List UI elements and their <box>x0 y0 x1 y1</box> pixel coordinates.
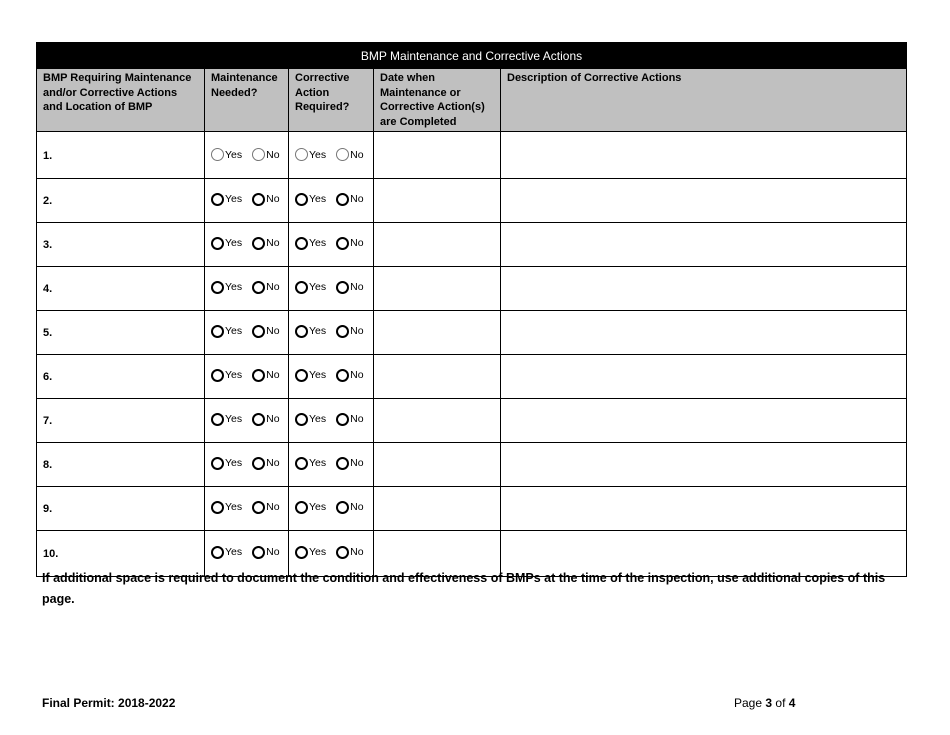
radio-circle-icon <box>252 237 265 250</box>
date-completed-cell[interactable] <box>374 311 501 355</box>
radio-no-label: No <box>350 546 364 558</box>
maintenance-needed-cell <box>205 487 289 531</box>
radio-yes-label: Yes <box>225 281 243 293</box>
header-corrective-action: Corrective Action Required? <box>289 69 374 132</box>
radio-circle-icon <box>336 413 349 426</box>
radio-circle-icon <box>336 281 349 294</box>
description-cell[interactable] <box>501 355 907 399</box>
description-cell[interactable] <box>501 267 907 311</box>
radio-circle-icon <box>252 325 265 338</box>
radio-no-label: No <box>266 457 280 469</box>
maintenance-needed-cell <box>205 223 289 267</box>
radio-yes[interactable] <box>295 325 326 338</box>
radio-no[interactable] <box>336 546 363 559</box>
radio-no-label: No <box>350 325 364 337</box>
maintenance-needed-cell <box>205 311 289 355</box>
radio-yes-label: Yes <box>309 457 327 469</box>
radio-yes[interactable] <box>211 237 242 250</box>
radio-no[interactable] <box>336 237 363 250</box>
radio-yes[interactable] <box>211 148 242 161</box>
radio-no[interactable] <box>252 413 279 426</box>
radio-yes-label: Yes <box>309 501 327 513</box>
table-row <box>37 487 907 531</box>
maintenance-needed-cell <box>205 443 289 487</box>
row-number: 2. <box>37 179 205 223</box>
radio-circle-icon <box>252 193 265 206</box>
table-row <box>37 223 907 267</box>
radio-no[interactable] <box>252 369 279 382</box>
radio-no-label: No <box>350 237 364 249</box>
radio-no-label: No <box>350 501 364 513</box>
radio-circle-icon <box>336 501 349 514</box>
radio-no-label: No <box>350 413 364 425</box>
radio-circle-icon <box>336 237 349 250</box>
radio-circle-icon <box>211 457 224 470</box>
table-row <box>37 267 907 311</box>
maintenance-needed-cell <box>205 179 289 223</box>
header-date-completed: Date when Maintenance or Corrective Action(s) are Completed <box>374 69 501 132</box>
radio-yes[interactable] <box>295 281 326 294</box>
radio-yes-label: Yes <box>225 148 243 161</box>
radio-no[interactable] <box>252 148 279 161</box>
table-row <box>37 399 907 443</box>
radio-circle-icon <box>211 193 224 206</box>
radio-yes-label: Yes <box>309 148 327 161</box>
radio-no[interactable] <box>252 457 279 470</box>
description-cell[interactable] <box>501 399 907 443</box>
footer-page-number <box>734 696 795 710</box>
radio-circle-icon <box>295 457 308 470</box>
radio-circle-icon <box>252 501 265 514</box>
radio-circle-icon <box>336 457 349 470</box>
radio-no[interactable] <box>336 413 363 426</box>
radio-no-label: No <box>266 369 280 381</box>
row-number: 8. <box>37 443 205 487</box>
radio-yes[interactable] <box>295 501 326 514</box>
table-row <box>37 179 907 223</box>
radio-yes[interactable] <box>295 148 326 161</box>
row-number: 3. <box>37 223 205 267</box>
radio-circle-icon <box>252 546 265 559</box>
radio-yes-label: Yes <box>309 369 327 381</box>
radio-no[interactable] <box>252 237 279 250</box>
radio-circle-icon <box>295 281 308 294</box>
radio-no-label: No <box>266 193 280 205</box>
radio-circle-icon <box>211 501 224 514</box>
row-number: 4. <box>37 267 205 311</box>
radio-no-label: No <box>266 546 280 558</box>
radio-yes-label: Yes <box>225 237 243 249</box>
maintenance-needed-cell <box>205 355 289 399</box>
radio-yes[interactable] <box>211 413 242 426</box>
radio-circle-icon <box>252 369 265 382</box>
row-number: 7. <box>37 399 205 443</box>
radio-no-label: No <box>350 193 364 205</box>
maintenance-needed-cell <box>205 399 289 443</box>
radio-circle-icon <box>295 369 308 382</box>
date-completed-cell[interactable] <box>374 443 501 487</box>
radio-circle-icon <box>252 413 265 426</box>
radio-circle-icon <box>211 369 224 382</box>
radio-circle-icon <box>295 148 308 161</box>
corrective-action-cell <box>289 179 374 223</box>
date-completed-cell[interactable] <box>374 179 501 223</box>
radio-circle-icon <box>336 546 349 559</box>
radio-yes-label: Yes <box>309 237 327 249</box>
header-bmp: BMP Requiring Maintenance and/or Corrective Actions and Location of BMP <box>37 69 205 132</box>
radio-yes[interactable] <box>211 546 242 559</box>
additional-space-note: If additional space is required to document the condition and effectiveness of BMPs at the time of the inspection, use additional copies of this page. <box>42 571 886 606</box>
description-cell[interactable] <box>501 223 907 267</box>
page-total: 4 <box>788 696 796 710</box>
radio-circle-icon <box>336 369 349 382</box>
radio-no[interactable] <box>252 281 279 294</box>
radio-circle-icon <box>211 281 224 294</box>
radio-no-label: No <box>350 148 364 161</box>
radio-yes[interactable] <box>211 501 242 514</box>
corrective-action-cell <box>289 132 374 179</box>
radio-circle-icon <box>336 193 349 206</box>
radio-circle-icon <box>295 413 308 426</box>
radio-no-label: No <box>266 413 280 425</box>
radio-no[interactable] <box>336 281 363 294</box>
radio-no[interactable] <box>252 193 279 206</box>
radio-no-label: No <box>266 501 280 513</box>
radio-yes[interactable] <box>295 237 326 250</box>
table-row <box>37 132 907 179</box>
radio-no[interactable] <box>336 501 363 514</box>
description-cell[interactable] <box>501 487 907 531</box>
radio-circle-icon <box>252 148 265 161</box>
radio-circle-icon <box>336 325 349 338</box>
header-maintenance-needed: Maintenance Needed? <box>205 69 289 132</box>
radio-no-label: No <box>350 457 364 469</box>
radio-yes[interactable] <box>211 193 242 206</box>
radio-circle-icon <box>295 237 308 250</box>
radio-no-label: No <box>350 281 364 293</box>
row-number: 5. <box>37 311 205 355</box>
radio-no[interactable] <box>252 325 279 338</box>
radio-yes[interactable] <box>211 325 242 338</box>
radio-no[interactable] <box>336 148 363 161</box>
table-title: BMP Maintenance and Corrective Actions <box>37 43 907 69</box>
bmp-maintenance-table <box>36 42 907 577</box>
radio-circle-icon <box>336 148 349 161</box>
date-completed-cell[interactable] <box>374 223 501 267</box>
radio-no-label: No <box>266 281 280 293</box>
footer-permit: Final Permit: 2018-2022 <box>42 696 176 710</box>
radio-yes-label: Yes <box>225 501 243 513</box>
row-number: 1. <box>37 132 205 179</box>
page-of: of <box>775 696 786 710</box>
radio-no-label: No <box>266 237 280 249</box>
radio-no-label: No <box>266 148 280 161</box>
radio-yes[interactable] <box>295 546 326 559</box>
radio-yes-label: Yes <box>225 369 243 381</box>
corrective-action-cell <box>289 443 374 487</box>
radio-yes[interactable] <box>211 369 242 382</box>
date-completed-cell[interactable] <box>374 132 501 179</box>
radio-circle-icon <box>211 413 224 426</box>
description-cell[interactable] <box>501 311 907 355</box>
radio-yes-label: Yes <box>309 325 327 337</box>
table-row <box>37 311 907 355</box>
radio-yes-label: Yes <box>309 413 327 425</box>
description-cell[interactable] <box>501 443 907 487</box>
radio-yes-label: Yes <box>309 281 327 293</box>
radio-yes[interactable] <box>295 369 326 382</box>
corrective-action-cell <box>289 355 374 399</box>
radio-no-label: No <box>266 325 280 337</box>
row-number: 10. <box>37 531 205 577</box>
radio-yes[interactable] <box>295 193 326 206</box>
header-description: Description of Corrective Actions <box>501 69 907 132</box>
radio-yes[interactable] <box>295 457 326 470</box>
radio-no[interactable] <box>252 501 279 514</box>
page-current: 3 <box>765 696 773 710</box>
table-row <box>37 443 907 487</box>
radio-circle-icon <box>211 546 224 559</box>
description-cell[interactable] <box>501 179 907 223</box>
radio-yes[interactable] <box>295 413 326 426</box>
radio-yes-label: Yes <box>309 546 327 558</box>
radio-yes-label: Yes <box>309 193 327 205</box>
radio-yes-label: Yes <box>225 457 243 469</box>
date-completed-cell[interactable] <box>374 267 501 311</box>
page-prefix: Page <box>734 696 763 710</box>
radio-yes-label: Yes <box>225 325 243 337</box>
radio-circle-icon <box>211 148 224 161</box>
corrective-action-cell <box>289 223 374 267</box>
radio-no[interactable] <box>336 457 363 470</box>
maintenance-needed-cell <box>205 267 289 311</box>
radio-no[interactable] <box>252 546 279 559</box>
row-number: 9. <box>37 487 205 531</box>
date-completed-cell[interactable] <box>374 487 501 531</box>
row-number: 6. <box>37 355 205 399</box>
radio-yes[interactable] <box>211 457 242 470</box>
table-row <box>37 355 907 399</box>
description-cell[interactable] <box>501 132 907 179</box>
radio-no-label: No <box>350 369 364 381</box>
date-completed-cell[interactable] <box>374 355 501 399</box>
radio-circle-icon <box>252 457 265 470</box>
maintenance-needed-cell <box>205 132 289 179</box>
radio-yes[interactable] <box>211 281 242 294</box>
radio-circle-icon <box>295 501 308 514</box>
radio-yes-label: Yes <box>225 546 243 558</box>
radio-yes-label: Yes <box>225 193 243 205</box>
corrective-action-cell <box>289 267 374 311</box>
radio-circle-icon <box>211 237 224 250</box>
corrective-action-cell <box>289 311 374 355</box>
date-completed-cell[interactable] <box>374 399 501 443</box>
radio-no[interactable] <box>336 325 363 338</box>
radio-circle-icon <box>295 325 308 338</box>
radio-circle-icon <box>295 546 308 559</box>
corrective-action-cell <box>289 399 374 443</box>
radio-circle-icon <box>211 325 224 338</box>
radio-circle-icon <box>295 193 308 206</box>
radio-no[interactable] <box>336 193 363 206</box>
radio-circle-icon <box>252 281 265 294</box>
radio-yes-label: Yes <box>225 413 243 425</box>
corrective-action-cell <box>289 487 374 531</box>
radio-no[interactable] <box>336 369 363 382</box>
